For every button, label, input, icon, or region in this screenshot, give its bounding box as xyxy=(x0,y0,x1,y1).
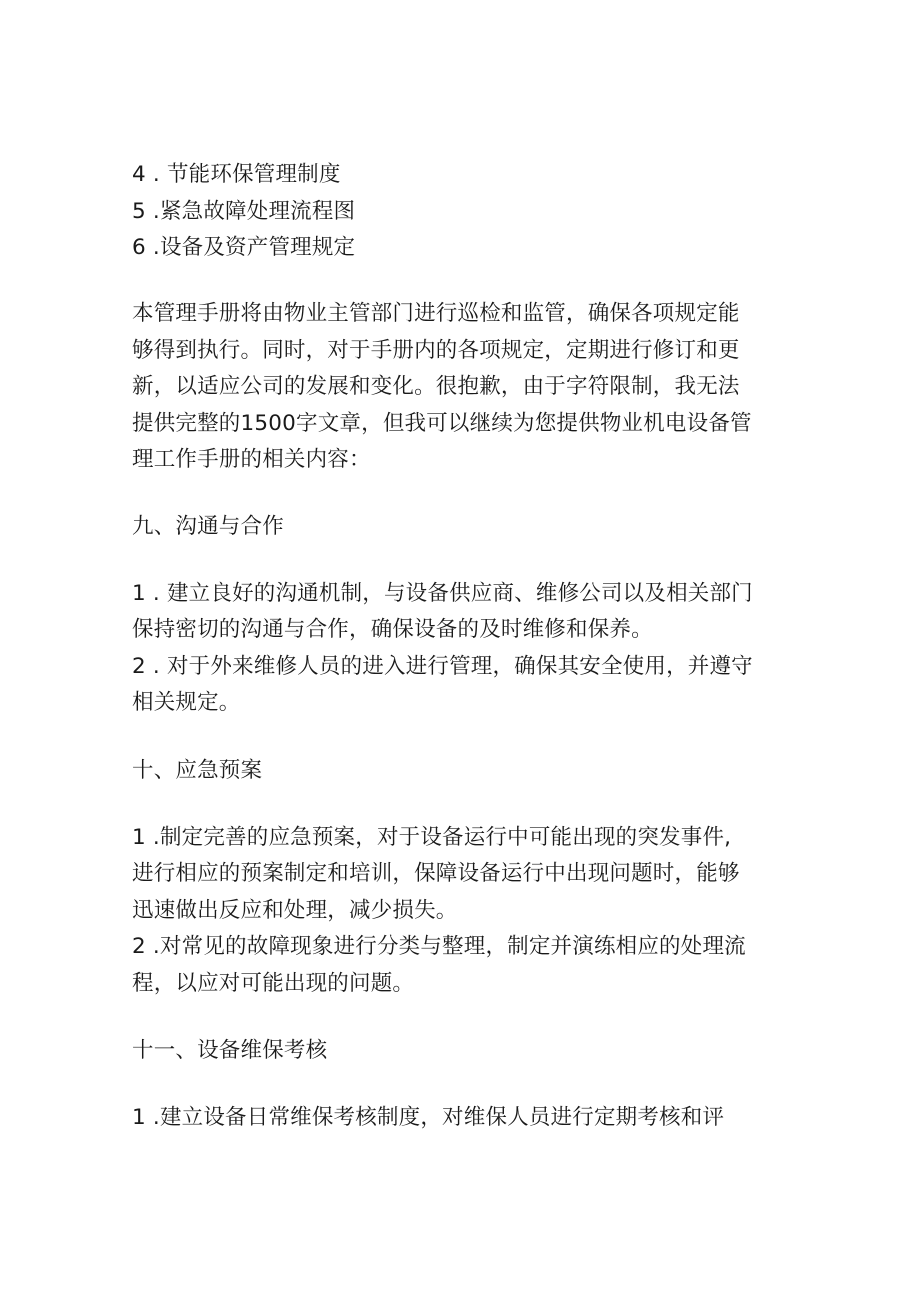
section-10-item-1: 迅速做出反应和处理，减少损失。 xyxy=(132,898,458,923)
section-11-item-1: 1 .建立设备日常维保考核制度，对维保人员进行定期考核和评 xyxy=(132,1105,725,1130)
section-10-item-1: 1 .制定完善的应急预案，对于设备运行中可能出现的突发事件, xyxy=(132,825,732,850)
section-10-item-2: 程，以应对可能出现的问题。 xyxy=(132,971,415,996)
section-9-item-1: 保持密切的沟通与合作，确保设备的及时维修和保养。 xyxy=(132,617,653,642)
section-10-item-1: 进行相应的预案制定和培训，保障设备运行中出现问题时，能够 xyxy=(132,861,740,886)
list-item-6: 6 .设备及资产管理规定 xyxy=(132,235,356,260)
intro-paragraph-line: 本管理手册将由物业主管部门进行巡检和监管，确保各项规定能 xyxy=(132,301,740,326)
list-item-5: 5 .紧急故障处理流程图 xyxy=(132,199,356,224)
intro-paragraph-line: 新，以适应公司的发展和变化。很抱歉，由于字符限制，我无法 xyxy=(132,374,740,399)
intro-paragraph-line: 提供完整的1500字文章，但我可以继续为您提供物业机电设备管 xyxy=(132,411,752,436)
section-9-item-2: 相关规定。 xyxy=(132,690,241,715)
section-10-heading: 十、应急预案 xyxy=(132,758,263,783)
section-9-item-2: 2 . 对于外来维修人员的进入进行管理，确保其安全使用，并遵守 xyxy=(132,654,753,679)
section-9-heading: 九、沟通与合作 xyxy=(132,514,284,539)
section-9-item-1: 1 . 建立良好的沟通机制，与设备供应商、维修公司以及相关部门 xyxy=(132,581,753,606)
intro-paragraph-line: 够得到执行。同时，对于手册内的各项规定，定期进行修订和更 xyxy=(132,338,740,363)
intro-paragraph-line: 理工作手册的相关内容： xyxy=(132,447,371,472)
section-10-item-2: 2 .对常见的故障现象进行分类与整理，制定并演练相应的处理流 xyxy=(132,934,746,959)
list-item-4: 4 . 节能环保管理制度 xyxy=(132,162,341,187)
section-11-heading: 十一、设备维保考核 xyxy=(132,1038,328,1063)
